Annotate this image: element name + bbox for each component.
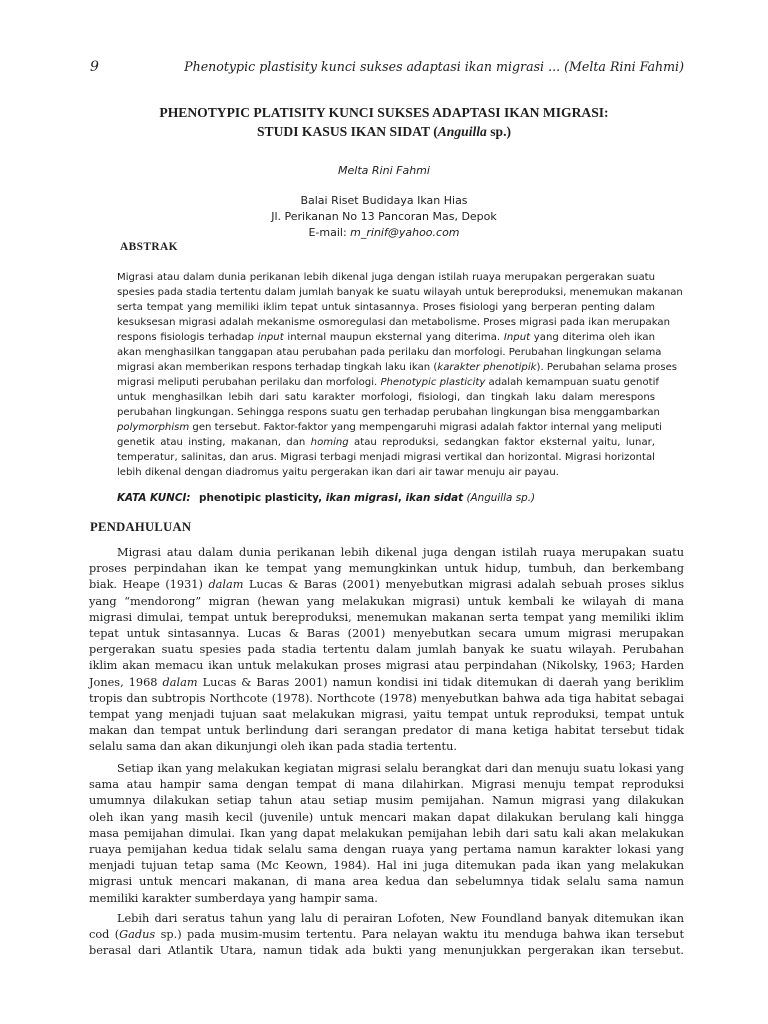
keyword-fragment: ( — [463, 492, 471, 504]
abstract-line — [117, 435, 655, 450]
body-line: yang “mendorong” migran (hewan yang melakukan migrasi) untuk kembali ke wilayah di mana — [89, 594, 684, 608]
body-paragraph — [89, 545, 684, 755]
abstract-line — [117, 330, 655, 345]
abstract-fragment: genetik atau insting, makanan, dan — [117, 437, 306, 448]
body-line: iklim akan memacu ikan untuk melakukan proses migrasi atau perpindahan (Nikolsky, 1963; Harden — [89, 659, 684, 673]
body-line: Migrasi atau dalam dunia perikanan lebih dikenal juga dengan istilah ruaya merupakan suatu — [117, 546, 684, 559]
body-fragment: cod ( — [89, 928, 120, 942]
abstract-fragment: yang diterima oleh ikan — [530, 332, 656, 343]
email-label: E-mail: — [308, 226, 351, 239]
abstract-italic: Phenotypic plasticity — [380, 377, 486, 388]
body-line: selalu sama dan akan dikunjungi oleh ikan pada stadia tertentu. — [89, 740, 457, 754]
keyword: phenotipic plasticity — [199, 492, 319, 504]
abstract-text — [117, 270, 683, 480]
body-paragraph — [89, 761, 684, 907]
body-line: tepat untuk sintasannya. Lucas & Baras (2001) menyebutkan secara umum migrasi merupakan — [89, 626, 684, 640]
email-link[interactable]: m_rinif@yahoo.com — [350, 226, 460, 239]
abstract-italic: input — [257, 332, 284, 343]
abstract-line: Migrasi atau dalam dunia perikanan lebih dikenal juga dengan istilah ruaya merupakan pergerakan suatu — [117, 272, 655, 283]
abstract-line: untuk menghasilkan lebih dari satu karakter morfologi, fisiologi, dan tingkah laku dalam merespons — [117, 392, 655, 403]
body-fragment: Lucas & Baras (2001) menyebutkan migrasi adalah sebuah proses siklus — [243, 578, 685, 592]
title-line-2-prefix: STUDI KASUS IKAN SIDAT ( — [256, 124, 438, 139]
body-line: Lebih dari seratus tahun yang lalu di perairan Lofoten, New Foundland banyak ditemukan ikan — [117, 912, 684, 925]
abstract-line: perubahan lingkungan. Sehingga respons suatu gen terhadap perubahan lingkungan bisa menggambarkan — [117, 407, 660, 418]
author-block — [60, 163, 708, 241]
body-line: sama atau hampir sama dengan tempat di mana dilahirkan. Migrasi menuju tempat reproduksi — [89, 778, 684, 792]
abstract-line — [117, 420, 662, 435]
abstract-line — [117, 360, 678, 375]
keyword-separator: , — [397, 492, 406, 504]
keyword: ikan sidat — [405, 492, 464, 504]
author-institution: Balai Riset Budidaya Ikan Hias — [300, 194, 468, 207]
keyword-fragment: sp.) — [512, 492, 536, 504]
abstract-line: kesuksesan migrasi adalah mekanisme osmoregulasi dan metabolisme. Proses migrasi pada ikan merupakan — [117, 317, 670, 328]
keywords — [117, 492, 677, 504]
body-line: makan dan tempat untuk berlindung dari serangan predator di mana ketiga habitat tersebut tidak — [89, 724, 684, 738]
title-species: Anguilla — [437, 124, 487, 139]
body-line: tempat yang menjadi tujuan saat melakukan migrasi, yaitu tempat untuk reproduksi, tempat untuk — [89, 707, 684, 721]
body-italic: dalam — [208, 578, 244, 592]
page-number: 9 — [90, 59, 99, 75]
body-line: memiliki karakter sumberdaya yang hampir sama. — [89, 891, 378, 905]
body-line: oleh ikan yang masih kecil (juvenile) untuk mencari makan dapat dilakukan berulang kali hingga — [89, 810, 684, 824]
keyword-species: Anguilla — [470, 492, 513, 504]
body-fragment: sp.) pada musim-musim tertentu. Para nelayan waktu itu menduga bahwa ikan tersebut — [155, 928, 684, 942]
body-fragment: Lucas & Baras 2001) namun kondisi ini tidak ditemukan di daerah yang beriklim — [197, 675, 684, 689]
abstract-italic: Input — [503, 332, 531, 343]
body-line — [89, 675, 684, 691]
body-line: proses perpindahan ikan ke tempat yang memungkinkan untuk hidup, tumbuh, dan berkembang — [89, 562, 684, 576]
body-line: migrasi untuk mencari makanan, di mana area kedua dan sebelumnya tidak selalu sama namun — [89, 875, 684, 889]
abstract-line: temperatur, salinitas, dan arus. Migrasi terbagi menjadi migrasi vertikal dan horizontal. Migrasi horizontal — [117, 452, 655, 463]
body-line: migrasi dimulai, tempat untuk bereproduksi, menemukan makanan serta tempat yang memiliki iklim — [89, 610, 684, 624]
body-italic: dalam — [162, 675, 198, 689]
body-line: pergerakan suatu spesies pada stadia tertentu dalam jumlah banyak ke suatu wilayah. Perubahan — [89, 643, 684, 657]
body-fragment: Jones, 1968 — [89, 675, 158, 689]
keywords-label: KATA KUNCI: — [117, 492, 191, 504]
body-fragment: biak. Heape (1931) — [89, 578, 203, 592]
running-header — [90, 59, 684, 77]
keyword: ikan migrasi — [325, 492, 398, 504]
body-line: menjadi tujuan tetap sama (Mc Keown, 1984). Hal ini juga ditemukan pada ikan yang melakukan — [89, 859, 684, 873]
abstract-italic: karakter phenotipik — [437, 362, 537, 373]
article-title — [60, 103, 708, 141]
author-name: Melta Rini Fahmi — [338, 164, 430, 177]
keywords-text — [199, 492, 463, 504]
title-line-2-suffix: sp.) — [486, 124, 512, 139]
running-title: Phenotypic plastisity kunci sukses adaptasi ikan migrasi ... (Melta Rini Fahmi) — [184, 59, 684, 74]
author-address: Jl. Perikanan No 13 Pancoran Mas, Depok — [271, 210, 497, 223]
body-italic: Gadus — [119, 928, 156, 942]
abstract-line: lebih dikenal dengan diadromus yaitu pergerakan ikan dari air tawar menuju air payau. — [117, 467, 559, 478]
abstract-italic: homing — [310, 437, 349, 448]
keyword-separator: , — [318, 492, 326, 504]
body-line: berasal dari Atlantik Utara, namun tidak ada bukti yang menunjukkan pergerakan ikan tersebut. — [89, 944, 684, 958]
body-line: Setiap ikan yang melakukan kegiatan migrasi selalu berangkat dari dan menuju suatu lokasi yang — [117, 762, 684, 775]
abstract-line: akan menghasilkan tanggapan atau perubahan pada perilaku dan morfologi. Perubahan lingkungan selama — [117, 347, 662, 358]
body-line: ruaya pemijahan kedua tidak selalu sama dengan ruaya yang pertama namun karakter lokasi yang — [89, 842, 684, 856]
abstract-heading: ABSTRAK — [120, 241, 178, 253]
body-line — [89, 927, 684, 943]
body-line: masa pemijahan dimulai. Ikan yang dapat melakukan pemijahan lebih dari satu kali akan melakukan — [89, 826, 684, 840]
abstract-fragment: respons fisiologis terhadap — [117, 332, 254, 343]
title-line-1: PHENOTYPIC PLATISITY KUNCI SUKSES ADAPTASI IKAN MIGRASI: — [159, 105, 609, 120]
abstract-italic: polymorphism — [117, 422, 190, 433]
abstract-fragment: adalah kemampuan suatu genotif — [485, 377, 659, 388]
body-line: tropis dan subtropis Northcote (1978). Northcote (1978) menyebutkan bahwa ada tiga habitat sebagai — [89, 691, 684, 705]
section-heading: PENDAHULUAN — [90, 520, 192, 534]
abstract-line — [117, 375, 659, 390]
author-email-line — [60, 225, 708, 241]
abstract-fragment: migrasi meliputi perubahan perilaku dan morfologi. — [117, 377, 378, 388]
abstract-fragment: atau reproduksi, sedangkan faktor eksternal yaitu, lunar, — [348, 437, 656, 448]
abstract-line: serta tempat yang memiliki iklim tepat untuk sintasannya. Proses fisiologi yang berperan penting dalam — [117, 302, 655, 313]
abstract-fragment: internal maupun eksternal yang diterima. — [283, 332, 501, 343]
abstract-fragment: migrasi akan memberikan respons terhadap tingkah laku ikan ( — [117, 362, 438, 373]
body-line: umumnya dilakukan setiap tahun atau setiap musim pemijahan. Namun migrasi yang dilakukan — [89, 794, 684, 808]
keyword-tail — [463, 492, 535, 504]
body-line — [89, 577, 684, 593]
body-paragraph — [89, 911, 684, 960]
abstract-fragment: ). Perubahan selama proses — [536, 362, 678, 373]
abstract-line: spesies pada stadia tertentu dalam jumlah banyak ke suatu wilayah untuk bereproduksi, menemukan makanan — [117, 287, 683, 298]
abstract-fragment: gen tersebut. Faktor-faktor yang mempengaruhi migrasi adalah faktor internal yang meliputi — [189, 422, 662, 433]
title-line-2 — [60, 122, 708, 141]
